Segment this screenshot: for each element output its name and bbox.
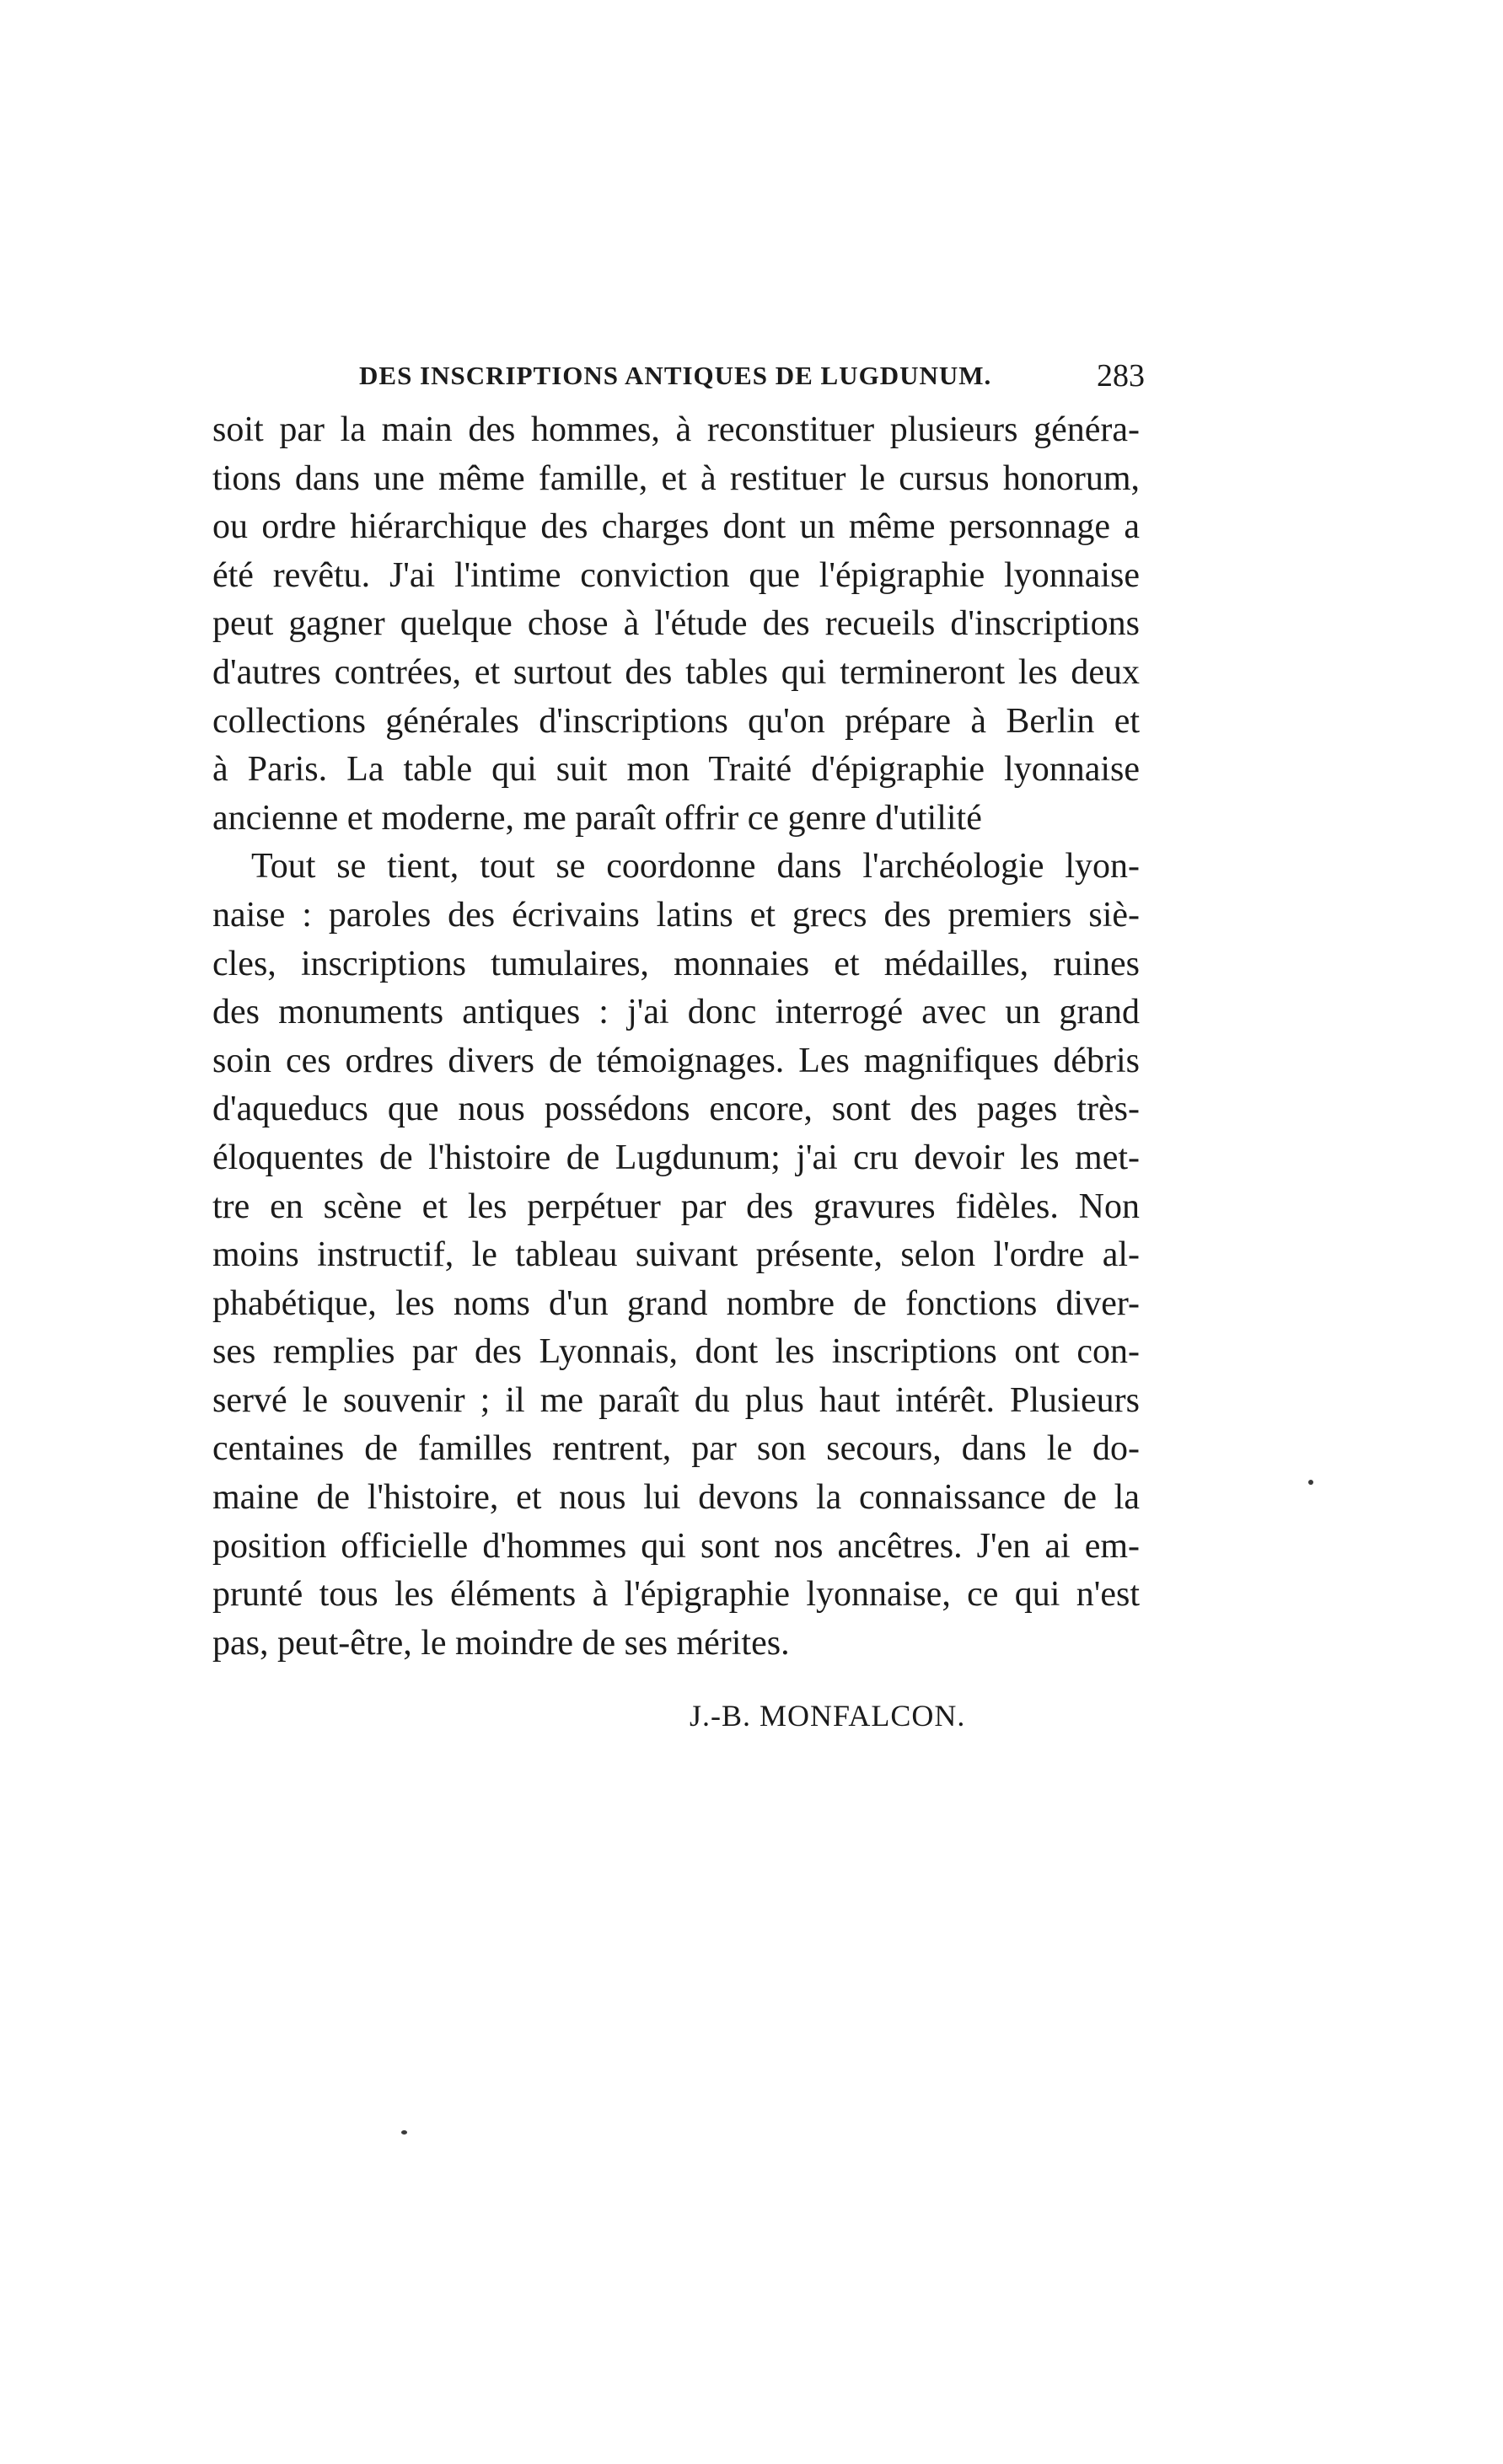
text-line: tre en scène et les perpétuer par des gravures fidèles. Non (212, 1186, 1140, 1226)
text-line: ancienne et moderne, me paraît offrir ce genre d'utilité (212, 798, 982, 838)
text-line: moins instructif, le tableau suivant présente, selon l'ordre al- (212, 1235, 1140, 1275)
print-speck (1308, 1480, 1313, 1485)
text-line: d'aqueducs que nous possédons encore, sont des pages très- (212, 1090, 1140, 1129)
text-line: soin ces ordres divers de témoignages. Les magnifiques débris (212, 1041, 1140, 1080)
text-line: naise : paroles des écrivains latins et grecs des premiers siè- (212, 895, 1140, 935)
text-line: d'autres contrées, et surtout des tables qui termineront les deux (212, 652, 1140, 692)
running-title: DES INSCRIPTIONS ANTIQUES DE LUGDUNUM. (359, 361, 992, 390)
text-line: tions dans une même famille, et à restituer le cursus honorum, (212, 458, 1140, 498)
text-line: éloquentes de l'histoire de Lugdunum; j'ai cru devoir les met- (212, 1138, 1140, 1177)
text-line: été revêtu. J'ai l'intime conviction que l'épigraphie lyonnaise (212, 555, 1140, 595)
text-line: position officielle d'hommes qui sont nos ancêtres. J'en ai em- (212, 1526, 1140, 1566)
text-line: collections générales d'inscriptions qu'on prépare à Berlin et (212, 701, 1140, 741)
text-line: servé le souvenir ; il me paraît du plus haut intérêt. Plusieurs (212, 1380, 1140, 1420)
text-line: pas, peut-être, le moindre de ses mérites. (212, 1623, 790, 1663)
text-line: Tout se tient, tout se coordonne dans l'archéologie lyon- (251, 847, 1140, 887)
running-head (217, 358, 1145, 403)
text-line: ses remplies par des Lyonnais, dont les inscriptions ont con- (212, 1332, 1140, 1372)
text-line: peut gagner quelque chose à l'étude des recueils d'inscriptions (212, 604, 1140, 644)
text-line: centaines de familles rentrent, par son secours, dans le do- (212, 1429, 1140, 1469)
print-speck (401, 2130, 407, 2135)
text-line: phabétique, les noms d'un grand nombre de fonctions diver- (212, 1283, 1140, 1323)
text-line: soit par la main des hommes, à reconstituer plusieurs généra- (212, 410, 1140, 449)
text-line: cles, inscriptions tumulaires, monnaies et médailles, ruines (212, 944, 1140, 983)
author-signature: J.-B. MONFALCON. (690, 1699, 966, 1733)
text-line: à Paris. La table qui suit mon Traité d'épigraphie lyonnaise (212, 750, 1140, 790)
text-line: des monuments antiques : j'ai donc interrogé avec un grand (212, 993, 1140, 1032)
page-number: 283 (1097, 358, 1145, 394)
body-text (212, 406, 1140, 1668)
text-line: ou ordre hiérarchique des charges dont un même personnage a (212, 507, 1140, 547)
text-line: maine de l'histoire, et nous lui devons la connaissance de la (212, 1478, 1140, 1518)
text-line: prunté tous les éléments à l'épigraphie lyonnaise, ce qui n'est (212, 1575, 1140, 1615)
